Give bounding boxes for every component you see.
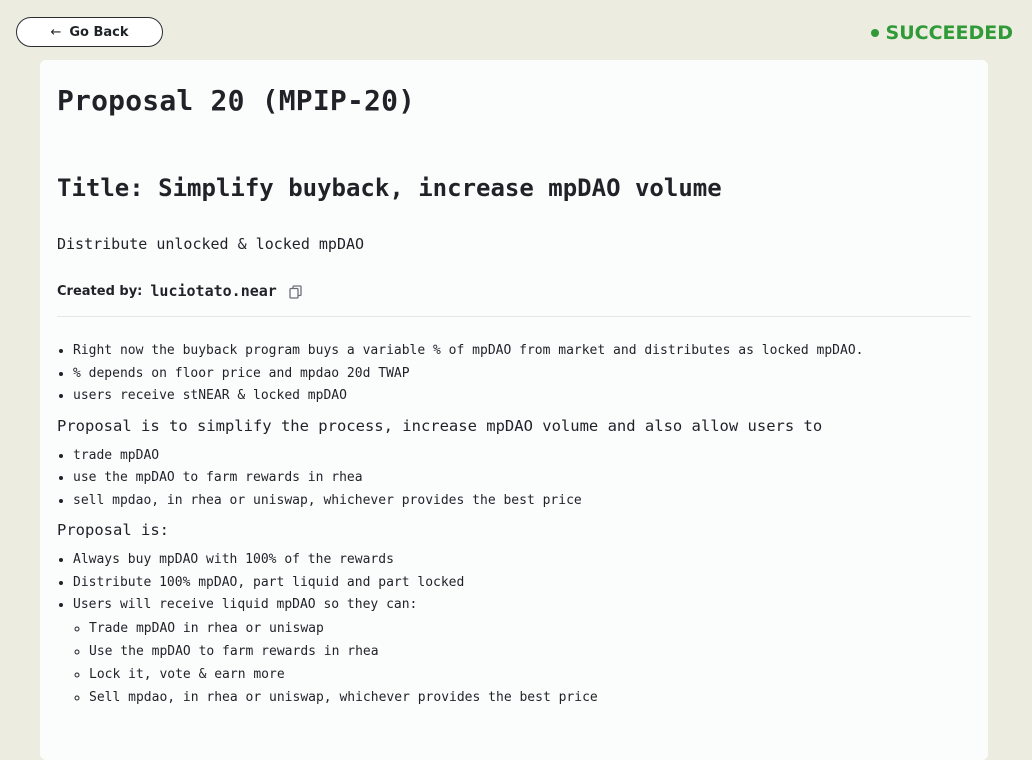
proposal-paragraph: Proposal is: xyxy=(57,521,169,539)
status-label: SUCCEEDED xyxy=(885,22,1013,44)
created-by-label: Created by: xyxy=(57,283,143,299)
proposal-body xyxy=(57,340,967,709)
list-item: ◦ Sell mpdao, in rhea or uniswap, whichever provides the best price xyxy=(89,686,967,709)
list-item: • Distribute 100% mpDAO, part liquid and part locked xyxy=(73,572,967,595)
current-state-list xyxy=(57,340,967,408)
list-item xyxy=(73,594,967,709)
proposal-card xyxy=(40,60,988,760)
go-back-label: Go Back xyxy=(69,24,129,40)
list-item: ◦ Use the mpDAO to farm rewards in rhea xyxy=(89,640,967,663)
created-by-value: luciotato.near xyxy=(150,282,277,300)
proposal-paragraph: Proposal is to simplify the process, increase mpDAO volume and also allow users to xyxy=(57,416,823,435)
list-item: • sell mpdao, in rhea or uniswap, whichever provides the best price xyxy=(73,490,967,513)
list-item-text: Users will receive liquid mpDAO so they can: xyxy=(73,597,418,612)
goals-list xyxy=(57,445,967,513)
list-item: • Always buy mpDAO with 100% of the rewards xyxy=(73,549,967,572)
status-badge xyxy=(871,22,1013,44)
list-item: ◦ Trade mpDAO in rhea or uniswap xyxy=(89,617,967,640)
liquid-mpdao-uses-list xyxy=(73,617,967,709)
list-item: • % depends on floor price and mpdao 20d TWAP xyxy=(73,363,967,386)
list-item: • Right now the buyback program buys a variable % of mpDAO from market and distributes as locked mpDAO. xyxy=(73,340,967,363)
proposal-list xyxy=(57,549,967,709)
list-item: ◦ Lock it, vote & earn more xyxy=(89,663,967,686)
arrow-left-icon: ← xyxy=(50,24,62,40)
created-by-row xyxy=(57,282,302,300)
proposal-number: Proposal 20 (MPIP-20) xyxy=(57,84,416,117)
proposal-title: Title: Simplify buyback, increase mpDAO volume xyxy=(57,174,722,202)
divider xyxy=(57,316,971,317)
list-item: • users receive stNEAR & locked mpDAO xyxy=(73,385,967,408)
copy-icon[interactable] xyxy=(289,284,302,298)
list-item: • trade mpDAO xyxy=(73,445,967,468)
go-back-button[interactable] xyxy=(16,17,163,47)
proposal-subtitle: Distribute unlocked & locked mpDAO xyxy=(57,235,365,253)
list-item: • use the mpDAO to farm rewards in rhea xyxy=(73,467,967,490)
status-dot-icon xyxy=(871,29,879,37)
